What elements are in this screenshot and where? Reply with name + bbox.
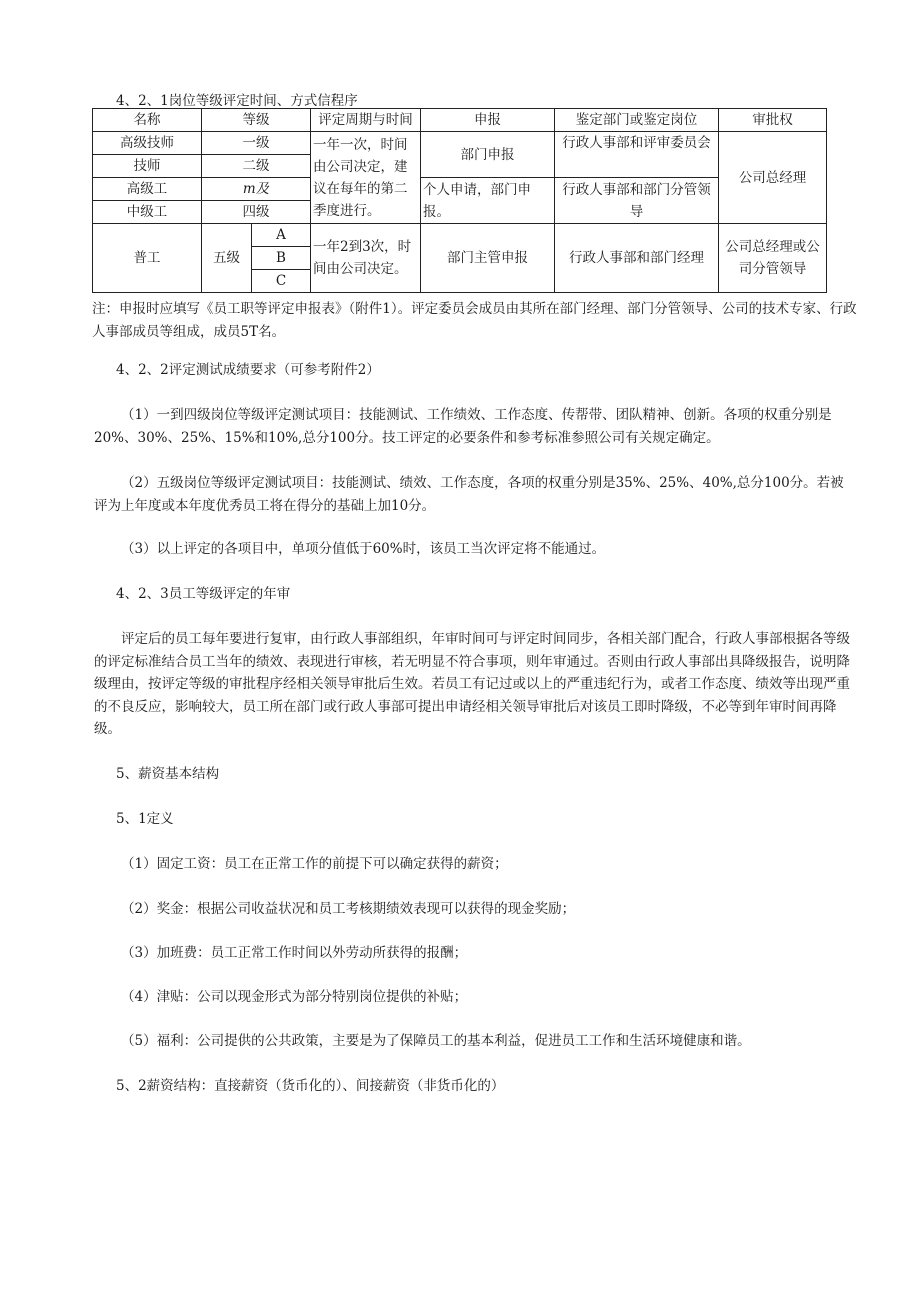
section-title-4-2-3: 4、2、3员工等级评定的年审 [116, 586, 291, 602]
worker-period: 一年2到3次，时间由公司决定。 [311, 224, 421, 293]
row-grade: m及 [202, 178, 311, 201]
section-title-5-2: 5、2薪资结构：直接薪资（货币化的）、间接薪资（非货币化的） [116, 1078, 505, 1094]
table-row [93, 132, 827, 155]
header-approve: 审批权 [719, 109, 827, 132]
header-period: 评定周期与时间 [311, 109, 421, 132]
row-grade: 二级 [202, 155, 311, 178]
approve-cell-1: 公司总经理 [719, 132, 827, 224]
dept-cell-1: 行政人事部和评审委员会 [555, 132, 719, 178]
definition-item: （4）津贴：公司以现金形式为部分特别岗位提供的补贴； [121, 989, 468, 1005]
table-header-row [93, 109, 827, 132]
definition-item: （5）福利：公司提供的公共政策，主要是为了保障员工的基本利益，促进员工工作和生活环境健康和谐。 [121, 1033, 751, 1049]
worker-declare: 部门主管申报 [421, 224, 555, 293]
row-name: 中级工 [93, 201, 202, 224]
header-dept: 鉴定部门或鉴定岗位 [555, 109, 719, 132]
worker-grade: 五级 [202, 224, 252, 293]
header-grade: 等级 [202, 109, 311, 132]
paragraph-4-2-2-1: （1）一到四级岗位等级评定测试项目：技能测试、工作绩效、工作态度、传帮带、团队精神、创新。各项的权重分别是20%、30%、25%、15%和10%,总分100分。技工评定的必要条件和参考标准参照公司有关规定确定。 [94, 407, 832, 446]
table-row-worker [93, 224, 827, 247]
definition-item: （1）固定工资：员工在正常工作的前提下可以确定获得的薪资； [121, 856, 508, 872]
section-title-4-2-1: 4、2、1岗位等级评定时间、方式信程序 [116, 93, 358, 109]
paragraph-4-2-2-3: （3）以上评定的各项目中，单项分值低于60%时，该员工当次评定将不能通过。 [121, 541, 606, 557]
section-title-5-1: 5、1定义 [116, 811, 174, 827]
row-grade: 四级 [202, 201, 311, 224]
definition-item: （2）奖金：根据公司收益状况和员工考核期绩效表现可以获得的现金奖励； [121, 901, 576, 917]
row-name: 技师 [93, 155, 202, 178]
table-note: 注：申报时应填写《员工职等评定申报表》（附件1）。评定委员会成员由其所在部门经理、部门分管领导、公司的技术专家、行政人事部成员等组成，成员5T名。 [92, 301, 857, 340]
header-declare: 申报 [421, 109, 555, 132]
worker-subgrade-b: B [252, 247, 311, 270]
definition-item: （3）加班费：员工正常工作时间以外劳动所获得的报酬； [121, 945, 468, 961]
worker-dept: 行政人事部和部门经理 [555, 224, 719, 293]
header-name: 名称 [93, 109, 202, 132]
worker-subgrade-a: A [252, 224, 311, 247]
paragraph-4-2-2-2: （2）五级岗位等级评定测试项目：技能测试、绩效、工作态度，各项的权重分别是35%、25%、40%,总分100分。若被评为上年度或本年度优秀员工将在得分的基础上加10分。 [94, 475, 844, 514]
grade-evaluation-table [92, 108, 827, 293]
worker-subgrade-c: C [252, 270, 311, 293]
table-row [93, 178, 827, 201]
declare-cell-1: 部门申报 [421, 132, 555, 178]
section-title-5: 5、薪资基本结构 [116, 766, 220, 782]
worker-name: 普工 [93, 224, 202, 293]
worker-approve: 公司总经理或公司分管领导 [719, 224, 827, 293]
row-name: 高级工 [93, 178, 202, 201]
row-name: 高级技师 [93, 132, 202, 155]
period-cell: 一年一次，时间由公司决定，建议在每年的第二季度进行。 [311, 132, 421, 224]
row-grade: 一级 [202, 132, 311, 155]
dept-cell-2: 行政人事部和部门分管领导 [555, 178, 719, 224]
declare-cell-2: 个人申请，部门申报。 [421, 178, 555, 224]
paragraph-4-2-3: 评定后的员工每年要进行复审，由行政人事部组织，年审时间可与评定时间同步，各相关部门配合，行政人事部根据各等级的评定标准结合员工当年的绩效、表现进行审核，若无明显不符合事项，则年审通过。否则由行政人事部出具降级报告，说明降级理由，按评定等级的审批程序经相关领导审批后生效。若员工有记过或以上的严重违纪行为，或者工作态度、绩效等出现严重的不良反应，影响较大，员工所在部门或行政人事部可提出申请经相关领导审批后对该员工即时降级，不必等到年审时间再降级。 [94, 631, 850, 737]
section-title-4-2-2: 4、2、2评定测试成绩要求（可参考附件2） [116, 362, 380, 378]
